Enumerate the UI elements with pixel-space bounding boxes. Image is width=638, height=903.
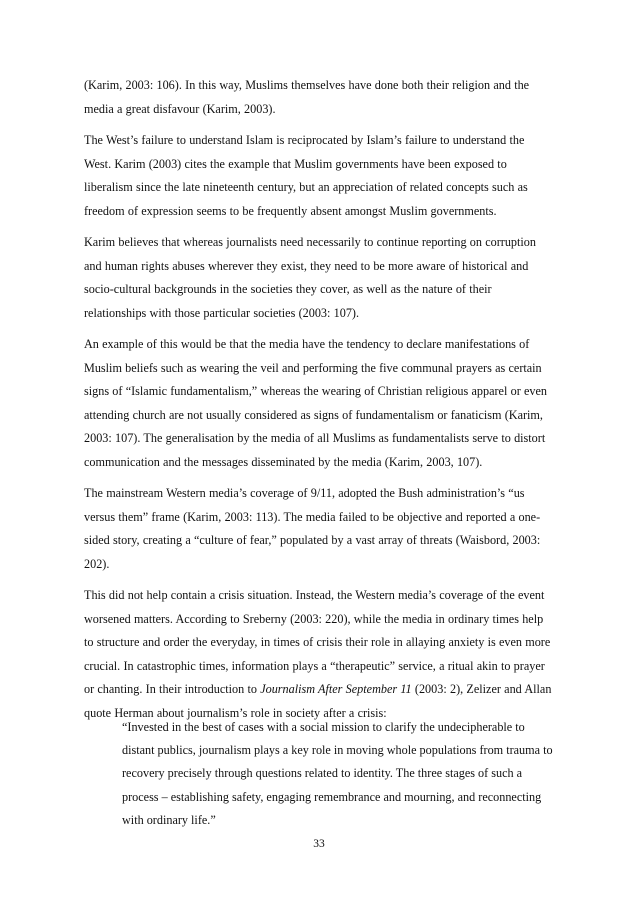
text-line: Karim believes that whereas journalists need necessarily to continue reporting on corruption xyxy=(84,235,536,249)
text-line: liberalism since the late nineteenth century, but an appreciation of related concepts such as xyxy=(84,180,528,194)
paragraph-1 xyxy=(84,74,566,121)
text-line: This did not help contain a crisis situation. Instead, the Western media’s coverage of the event xyxy=(84,588,545,602)
text-segment: or chanting. In their introduction to xyxy=(84,682,261,696)
quote-line: distant publics, journalism plays a key role in moving whole populations from trauma to xyxy=(122,743,553,758)
text-line: The West’s failure to understand Islam is reciprocated by Islam’s failure to understand the xyxy=(84,133,525,147)
text-line: 202). xyxy=(84,556,110,571)
quote-line: recovery precisely through questions related to identity. The three stages of such a xyxy=(122,766,523,781)
text-line: attending church are not usually considered as signs of fundamentalism or fanaticism (Karim, xyxy=(84,407,543,422)
text-line: communication and the messages disseminated by the media (Karim, 2003, 107). xyxy=(84,454,483,469)
page-number: 33 xyxy=(313,838,325,850)
paragraph-6 xyxy=(84,584,566,725)
book-title: Journalism After September 11 xyxy=(260,682,412,696)
text-line xyxy=(84,678,566,702)
text-line: 2003: 107). The generalisation by the media of all Muslims as fundamentalists serve to distort xyxy=(84,431,546,445)
text-line: The mainstream Western media’s coverage of 9/11, adopted the Bush administration’s “us xyxy=(84,486,525,500)
text-line: An example of this would be that the media have the tendency to declare manifestations of xyxy=(84,337,530,351)
paragraph-5 xyxy=(84,482,566,576)
text-line: to structure and order the everyday, in times of crisis their role in allaying anxiety is even more xyxy=(84,635,551,649)
text-line: signs of “Islamic fundamentalism,” whereas the wearing of Christian religious apparel or even xyxy=(84,384,548,398)
quote-line: “Invested in the best of cases with a social mission to clarify the undecipherable to xyxy=(122,720,525,734)
text-line: relationships with those particular societies (2003: 107). xyxy=(84,305,360,320)
text-line: freedom of expression seems to be frequently absent amongst Muslim governments. xyxy=(84,203,497,218)
text-line: worsened matters. According to Sreberny (2003: 220), while the media in ordinary times help xyxy=(84,611,544,626)
text-line: quote Herman about journalism’s role in society after a crisis: xyxy=(84,705,387,720)
text-line: West. Karim (2003) cites the example that Muslim governments have been exposed to xyxy=(84,156,507,171)
block-quote xyxy=(122,716,592,832)
text-line: sided story, creating a “culture of fear,” populated by a vast array of threats (Waisbord, 2003: xyxy=(84,533,541,547)
text-line: socio-cultural backgrounds in the societies they cover, as well as the nature of their xyxy=(84,282,492,296)
text-line: versus them” frame (Karim, 2003: 113). The media failed to be objective and reported a one- xyxy=(84,509,541,524)
body-text xyxy=(84,74,566,733)
text-line: crucial. In catastrophic times, information plays a “therapeutic” service, a ritual akin to prayer xyxy=(84,658,545,673)
paragraph-4 xyxy=(84,333,566,474)
quote-line: with ordinary life.” xyxy=(122,812,216,827)
text-line: media a great disfavour (Karim, 2003). xyxy=(84,101,276,116)
quote-line: process – establishing safety, engaging remembrance and mourning, and reconnecting xyxy=(122,789,542,804)
text-line: and human rights abuses wherever they exist, they need to be more aware of historical and xyxy=(84,258,529,273)
text-line: (Karim, 2003: 106). In this way, Muslims themselves have done both their religion and the xyxy=(84,78,530,92)
text-segment: (2003: 2), Zelizer and Allan xyxy=(411,682,552,696)
paragraph-2 xyxy=(84,129,566,223)
text-line: Muslim beliefs such as wearing the veil and performing the five communal prayers as certain xyxy=(84,360,542,375)
paragraph-3 xyxy=(84,231,566,325)
